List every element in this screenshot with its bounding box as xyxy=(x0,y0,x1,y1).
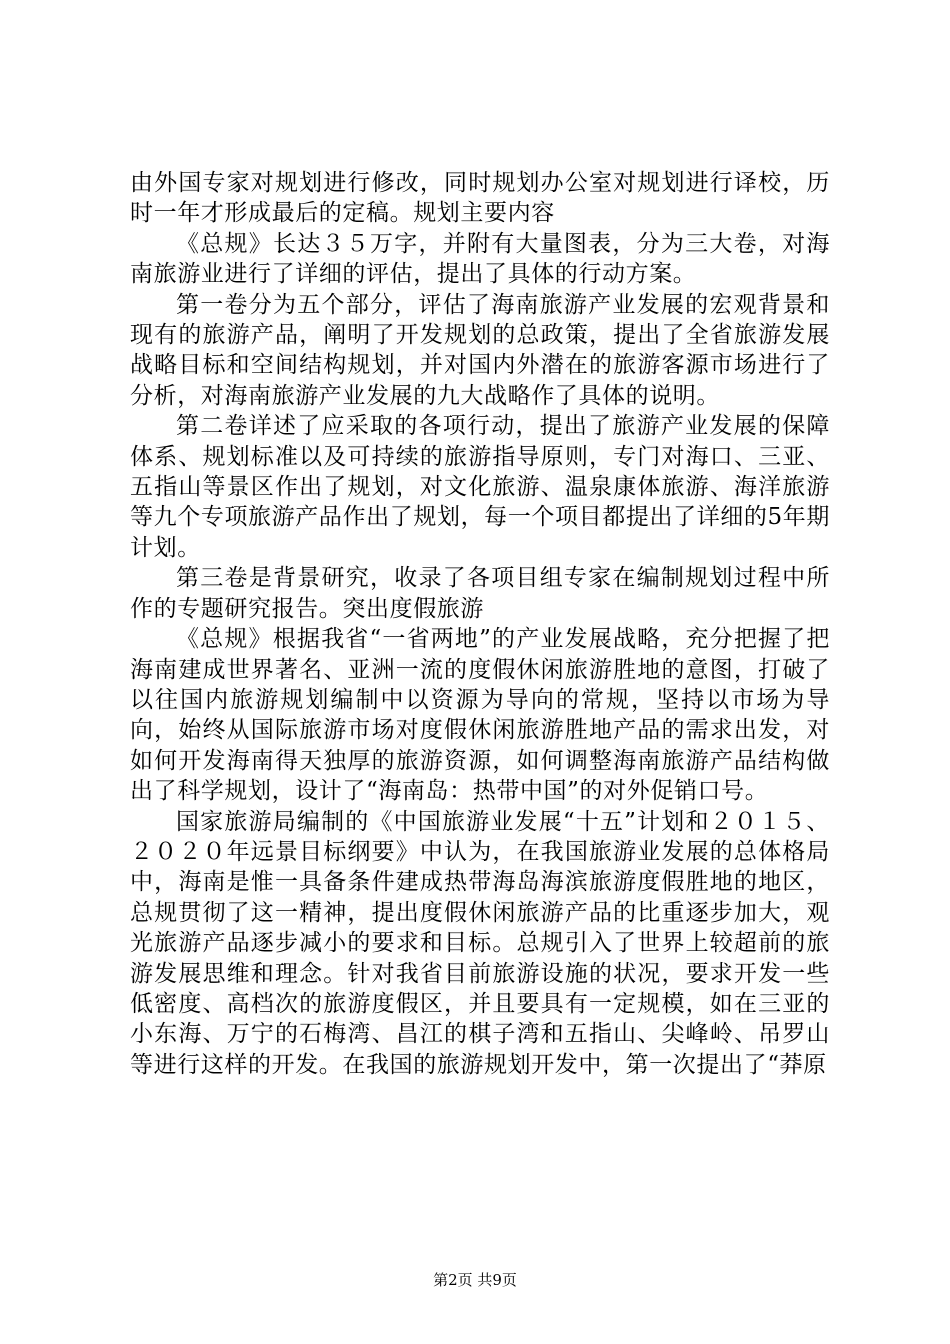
document-body xyxy=(130,168,830,1080)
paragraph-2: 《总规》长达３５万字，并附有大量图表，分为三大卷，对海南旅游业进行了详细的评估，提出了具体的行动方案。 xyxy=(130,230,830,288)
paragraph-5: 第三卷是背景研究，收录了各项目组专家在编制规划过程中所作的专题研究报告。突出度假旅游 xyxy=(130,565,830,622)
paragraph-7: 国家旅游局编制的《中国旅游业发展“十五”计划和２０１５、２０２０年远景目标纲要》中认为，在我国旅游业发展的总体格局中，海南是惟一具备条件建成热带海岛海滨旅游度假胜地的地区，总规贯彻了这一精神，提出度假休闲旅游产品的比重逐步加大，观光旅游产品逐步减小的要求和目标。总规引入了世界上较超前的旅游发展思维和理念。针对我省目前旅游设施的状况，要求开发一些低密度、高档次的旅游度假区，并且要具有一定规模，如在三亚的小东海、万宁的石梅湾、昌江的棋子湾和五指山、尖峰岭、吊罗山等进行这样的开发。在我国的旅游规划开发中，第一次提出了“莽原 xyxy=(130,808,830,1078)
paragraph-6: 《总规》根据我省“一省两地”的产业发展战略，充分把握了把海南建成世界著名、亚洲一流的度假休闲旅游胜地的意图，打破了以往国内旅游规划编制中以资源为导向的常规，坚持以市场为导向，始终从国际旅游市场对度假休闲旅游胜地产品的需求出发，对如何开发海南得天独厚的旅游资源，如何调整海南旅游产品结构做出了科学规划，设计了“海南岛：热带中国”的对外促销口号。 xyxy=(130,626,830,805)
paragraph-4: 第二卷详述了应采取的各项行动，提出了旅游产业发展的保障体系、规划标准以及可持续的旅游指导原则，专门对海口、三亚、五指山等景区作出了规划，对文化旅游、温泉康体旅游、海洋旅游等九个专项旅游产品作出了规划，每一个项目都提出了详细的5年期计划。 xyxy=(130,413,830,561)
paragraph-3: 第一卷分为五个部分，评估了海南旅游产业发展的宏观背景和现有的旅游产品，阐明了开发规划的总政策，提出了全省旅游发展战略目标和空间结构规划，并对国内外潜在的旅游客源市场进行了分析，对海南旅游产业发展的九大战略作了具体的说明。 xyxy=(130,291,830,409)
paragraph-1: 由外国专家对规划进行修改，同时规划办公室对规划进行译校，历时一年才形成最后的定稿。规划主要内容 xyxy=(130,170,830,227)
page-number-footer: 第2页 共9页 xyxy=(433,1271,517,1289)
